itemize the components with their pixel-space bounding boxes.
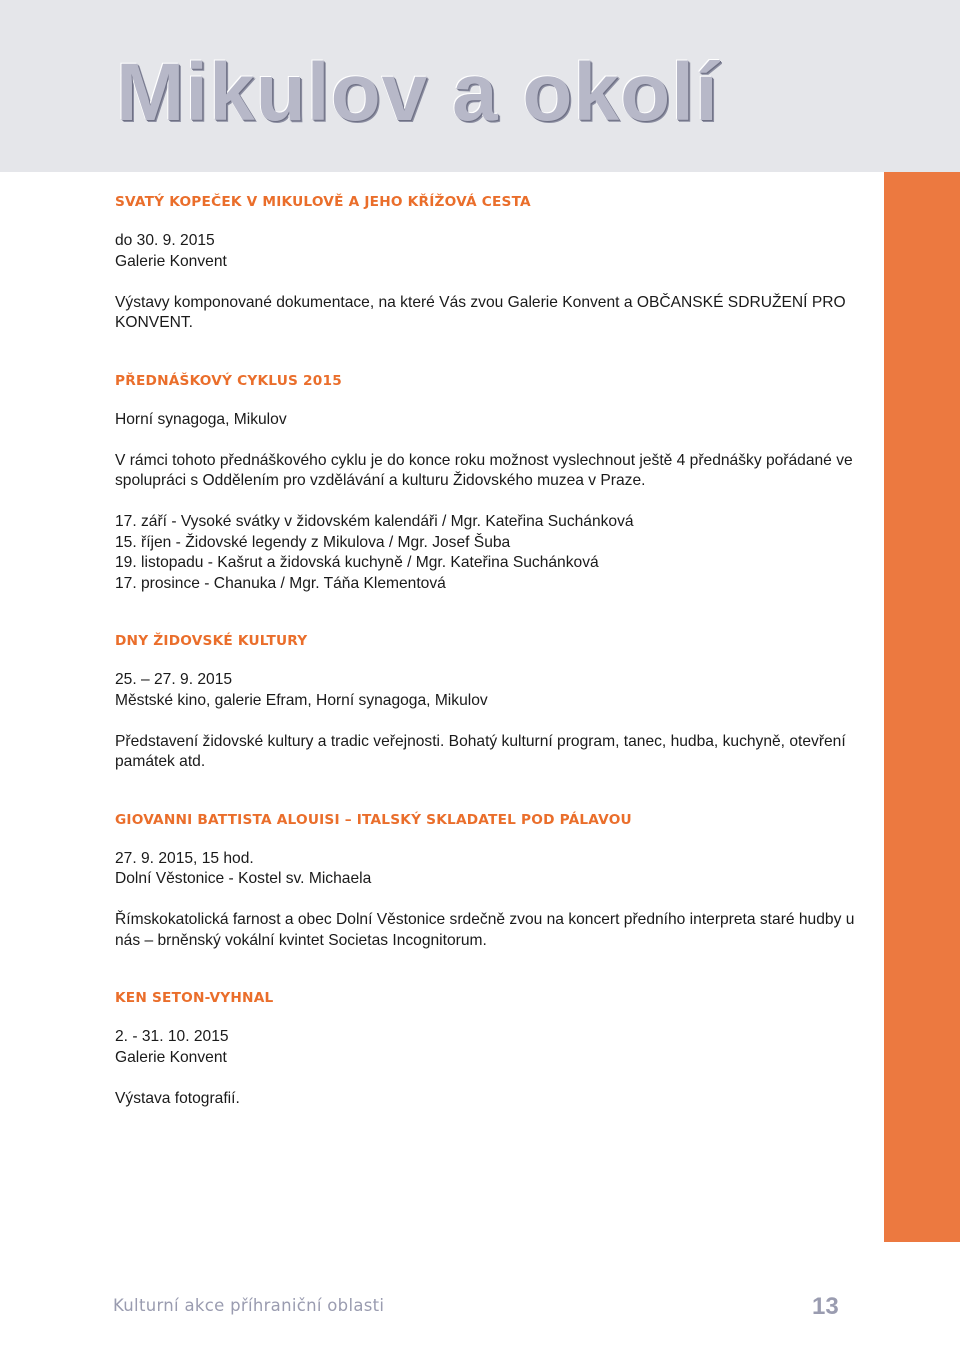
event-description: V rámci tohoto přednáškového cyklu je do konce roku možnost vyslechnout ještě 4 přednášky pořádané ve spolupráci s Oddělením pro vzdělávání a kulturu Židovského muzea v Praze. [115,451,853,489]
event-description: Výstavy komponované dokumentace, na které Vás zvou Galerie Konvent a OBČANSKÉ SDRUŽENÍ PRO KONVENT. [115,293,846,331]
event-description: Představení židovské kultury a tradic veřejnosti. Bohatý kulturní program, tanec, hudba, kuchyně, otevření památek atd. [115,732,846,770]
event-heading: GIOVANNI BATTISTA ALOUISI – ITALSKÝ SKLADATEL POD PÁLAVOU [115,811,632,828]
decorative-side-bar [884,172,960,1242]
event-section [115,371,855,595]
event-heading: SVATÝ KOPEČEK V MIKULOVĚ A JEHO KŘÍŽOVÁ CESTA [115,194,531,210]
lecture-item: 15. říjen - Židovské legendy z Mikulova / Mgr. Josef Šuba [115,533,511,551]
event-place: Galerie Konvent [115,1048,227,1066]
event-date: 2. - 31. 10. 2015 [115,1028,229,1045]
event-section [115,988,855,1109]
lecture-item: 19. listopadu - Kašrut a židovská kuchyně / Mgr. Kateřina Suchánková [115,554,599,571]
event-section [115,631,855,773]
event-description: Římskokatolická farnost a obec Dolní Věstonice srdečně zvou na koncert předního interpreta staré hudby u nás – brněnský vokální kvintet Societas Incognitorum. [115,911,855,949]
event-place: Galerie Konvent [115,252,227,270]
event-list [115,192,855,1109]
lecture-item: 17. prosince - Chanuka / Mgr. Táňa Klementová [115,574,446,592]
page-number: 13 [812,1293,839,1320]
event-place: Městské kino, galerie Efram, Horní synagoga, Mikulov [115,691,488,709]
page-title: Mikulov a okolí [116,47,719,138]
event-heading: PŘEDNÁŠKOVÝ CYKLUS 2015 [115,372,342,389]
event-description: Výstava fotografií. [115,1089,240,1107]
footer-label: Kulturní akce příhraniční oblasti [113,1296,385,1315]
event-date: do 30. 9. 2015 [115,232,215,249]
event-heading: KEN SETON-VYHNAL [115,990,274,1006]
event-date: 25. – 27. 9. 2015 [115,671,233,688]
event-date: 27. 9. 2015, 15 hod. [115,849,254,867]
event-section [115,810,855,952]
event-section [115,192,855,334]
event-place: Dolní Věstonice - Kostel sv. Michaela [115,870,372,887]
event-heading: DNY ŽIDOVSKÉ KULTURY [115,633,308,649]
event-place: Horní synagoga, Mikulov [115,410,287,428]
lecture-item: 17. září - Vysoké svátky v židovském kalendáři / Mgr. Kateřina Suchánková [115,513,634,530]
